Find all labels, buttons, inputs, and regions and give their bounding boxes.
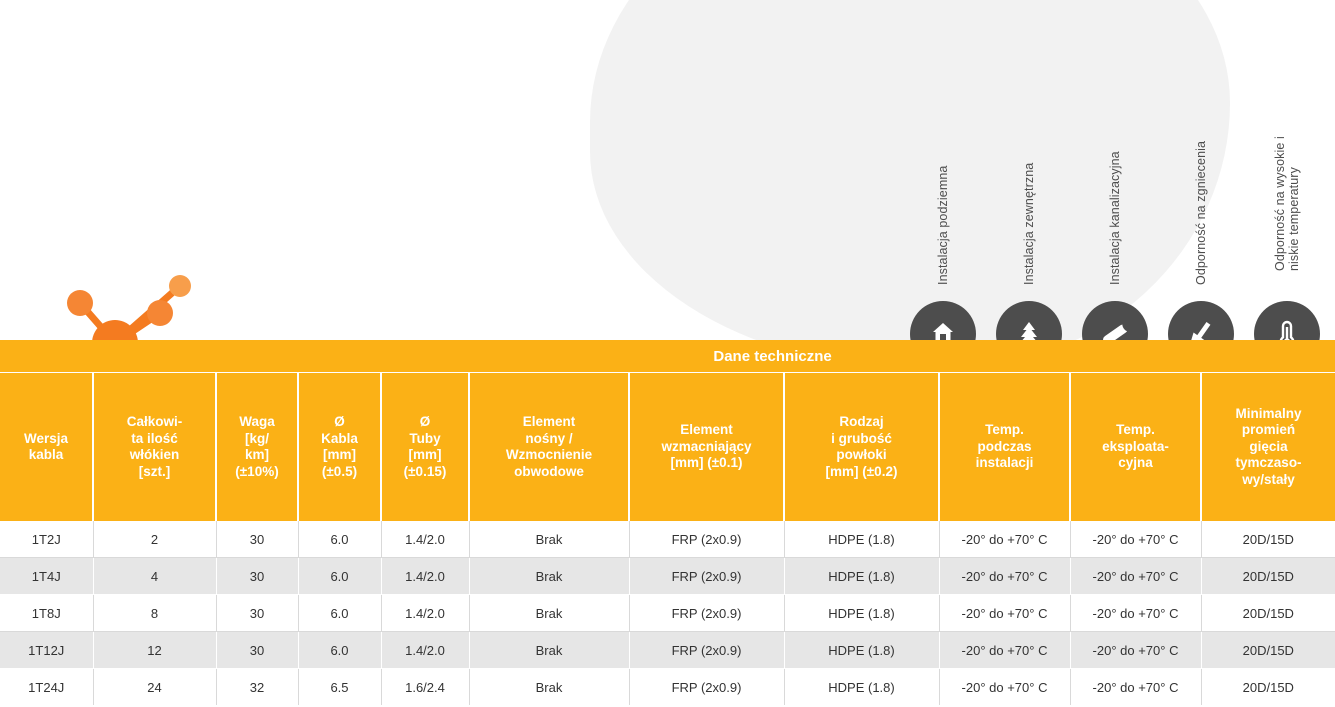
column-header-wersja-kabla: Wersja kabla bbox=[0, 373, 93, 522]
cell-temp-instalacji: -20° do +70° C bbox=[939, 632, 1070, 669]
column-header-element-wzmacniajacy: Element wzmacniający [mm] (±0.1) bbox=[629, 373, 784, 522]
cell-element-nosny: Brak bbox=[469, 632, 629, 669]
cell-waga: 30 bbox=[216, 632, 298, 669]
cell-powloka: HDPE (1.8) bbox=[784, 632, 939, 669]
cell-wersja-kabla: 1T24J bbox=[0, 669, 93, 706]
cell-temp-eksploatacyjna: -20° do +70° C bbox=[1070, 595, 1201, 632]
feature-label-3: Odporność na zgniecenia bbox=[1194, 140, 1208, 285]
column-header-srednica-tuby: Ø Tuby [mm] (±0.15) bbox=[381, 373, 469, 522]
cell-temp-eksploatacyjna: -20° do +70° C bbox=[1070, 669, 1201, 706]
cell-powloka: HDPE (1.8) bbox=[784, 558, 939, 595]
column-header-rodzaj-powloki: Rodzaj i grubość powłoki [mm] (±0.2) bbox=[784, 373, 939, 522]
cell-waga: 30 bbox=[216, 558, 298, 595]
cell-srednica-tuby: 1.4/2.0 bbox=[381, 595, 469, 632]
column-header-waga: Waga [kg/ km] (±10%) bbox=[216, 373, 298, 522]
cell-temp-eksploatacyjna: -20° do +70° C bbox=[1070, 558, 1201, 595]
cell-srednica-tuby: 1.4/2.0 bbox=[381, 521, 469, 558]
cell-waga: 30 bbox=[216, 595, 298, 632]
cell-powloka: HDPE (1.8) bbox=[784, 521, 939, 558]
cell-wersja-kabla: 1T2J bbox=[0, 521, 93, 558]
cell-temp-instalacji: -20° do +70° C bbox=[939, 669, 1070, 706]
cell-srednica-kabla: 6.0 bbox=[298, 558, 381, 595]
cell-wersja-kabla: 1T8J bbox=[0, 595, 93, 632]
cell-ilosc-wlokien: 2 bbox=[93, 521, 216, 558]
cell-temp-instalacji: -20° do +70° C bbox=[939, 595, 1070, 632]
cell-temp-instalacji: -20° do +70° C bbox=[939, 521, 1070, 558]
cell-ilosc-wlokien: 4 bbox=[93, 558, 216, 595]
cell-powloka: HDPE (1.8) bbox=[784, 595, 939, 632]
cell-element-wzmacniajacy: FRP (2x0.9) bbox=[629, 558, 784, 595]
cell-srednica-kabla: 6.5 bbox=[298, 669, 381, 706]
feature-item-3 bbox=[1158, 0, 1244, 375]
feature-label-0: Instalacja podziemna bbox=[936, 165, 950, 285]
feature-item-4 bbox=[1244, 0, 1330, 375]
cell-waga: 32 bbox=[216, 669, 298, 706]
cell-promien-giecia: 20D/15D bbox=[1201, 595, 1335, 632]
table-row bbox=[0, 558, 1335, 595]
column-header-calkowita-ilosc-wlokien: Całkowi- ta ilość włókien [szt.] bbox=[93, 373, 216, 522]
cell-temp-eksploatacyjna: -20° do +70° C bbox=[1070, 632, 1201, 669]
table-row bbox=[0, 521, 1335, 558]
cell-element-nosny: Brak bbox=[469, 558, 629, 595]
table-row bbox=[0, 669, 1335, 706]
cell-promien-giecia: 20D/15D bbox=[1201, 521, 1335, 558]
cell-promien-giecia: 20D/15D bbox=[1201, 669, 1335, 706]
cell-element-wzmacniajacy: FRP (2x0.9) bbox=[629, 521, 784, 558]
cell-promien-giecia: 20D/15D bbox=[1201, 632, 1335, 669]
column-header-element-nosny: Element nośny / Wzmocnienie obwodowe bbox=[469, 373, 629, 522]
table-row bbox=[0, 632, 1335, 669]
cell-ilosc-wlokien: 24 bbox=[93, 669, 216, 706]
feature-label-2: Instalacja kanalizacyjna bbox=[1108, 151, 1122, 285]
cell-element-nosny: Brak bbox=[469, 669, 629, 706]
cell-element-wzmacniajacy: FRP (2x0.9) bbox=[629, 595, 784, 632]
cell-promien-giecia: 20D/15D bbox=[1201, 558, 1335, 595]
cell-ilosc-wlokien: 12 bbox=[93, 632, 216, 669]
technical-data-table bbox=[0, 340, 1335, 705]
cell-ilosc-wlokien: 8 bbox=[93, 595, 216, 632]
cell-srednica-tuby: 1.4/2.0 bbox=[381, 632, 469, 669]
feature-item-0 bbox=[900, 0, 986, 375]
cell-element-wzmacniajacy: FRP (2x0.9) bbox=[629, 632, 784, 669]
feature-label-1: Instalacja zewnętrzna bbox=[1022, 162, 1036, 285]
cell-temp-instalacji: -20° do +70° C bbox=[939, 558, 1070, 595]
table-title-row bbox=[0, 340, 1335, 373]
column-header-temp-eksploatacyjna: Temp. eksploata- cyjna bbox=[1070, 373, 1201, 522]
cell-element-wzmacniajacy: FRP (2x0.9) bbox=[629, 669, 784, 706]
cell-srednica-tuby: 1.6/2.4 bbox=[381, 669, 469, 706]
table-title-cell bbox=[0, 340, 1335, 373]
table-header-row bbox=[0, 373, 1335, 522]
cell-waga: 30 bbox=[216, 521, 298, 558]
column-header-temp-instalacji: Temp. podczas instalacji bbox=[939, 373, 1070, 522]
table-body bbox=[0, 521, 1335, 705]
column-header-srednica-kabla: Ø Kabla [mm] (±0.5) bbox=[298, 373, 381, 522]
feature-label-4: Odporność na wysokie i niskie temperatury bbox=[1273, 136, 1301, 271]
cell-srednica-kabla: 6.0 bbox=[298, 595, 381, 632]
cell-srednica-tuby: 1.4/2.0 bbox=[381, 558, 469, 595]
cell-wersja-kabla: 1T12J bbox=[0, 632, 93, 669]
feature-item-2 bbox=[1072, 0, 1158, 375]
column-header-minimalny-promien-giecia: Minimalny promień gięcia tymczaso- wy/stały bbox=[1201, 373, 1335, 522]
cell-wersja-kabla: 1T4J bbox=[0, 558, 93, 595]
cell-powloka: HDPE (1.8) bbox=[784, 669, 939, 706]
cell-srednica-kabla: 6.0 bbox=[298, 632, 381, 669]
cell-srednica-kabla: 6.0 bbox=[298, 521, 381, 558]
cell-element-nosny: Brak bbox=[469, 521, 629, 558]
feature-item-1 bbox=[986, 0, 1072, 375]
feature-icon-strip bbox=[900, 0, 1335, 375]
cell-temp-eksploatacyjna: -20° do +70° C bbox=[1070, 521, 1201, 558]
cell-element-nosny: Brak bbox=[469, 595, 629, 632]
table-row bbox=[0, 595, 1335, 632]
table-title: Dane techniczne bbox=[713, 347, 832, 365]
